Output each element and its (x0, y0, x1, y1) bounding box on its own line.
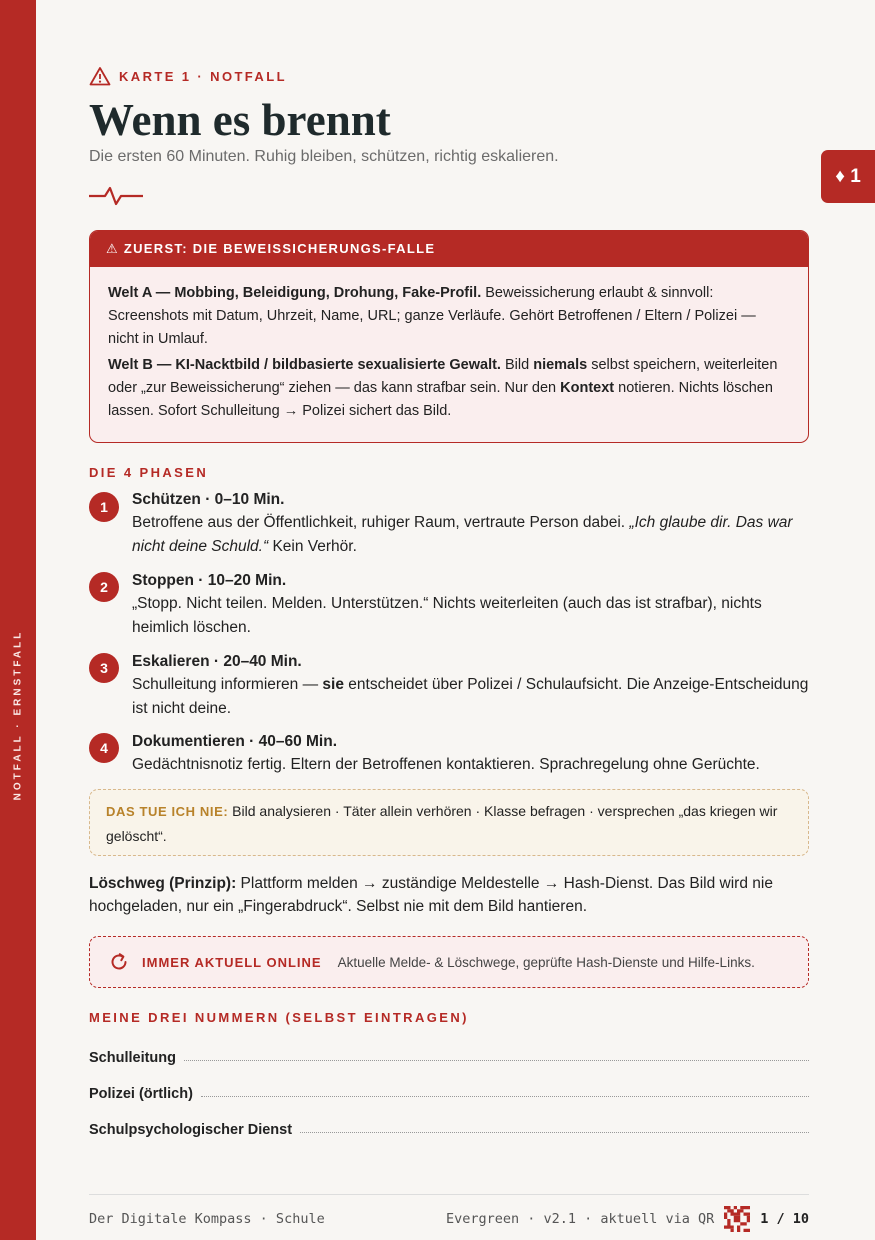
phase-item (89, 489, 809, 559)
page-title: Wenn es brennt (89, 95, 391, 145)
world-a (108, 282, 790, 351)
number-entry-line[interactable] (89, 1122, 809, 1138)
pulse-icon (89, 184, 143, 208)
phase-text: „Stopp. Nicht teilen. Melden. Unterstützen.“ Nichts weiterleiten (auch das ist strafbar), nichts heimlich löschen. (132, 595, 762, 636)
warning-icon (89, 66, 111, 86)
refresh-icon (108, 951, 130, 973)
world-b-text: notieren. Nichts löschen lassen. Sofort Schulleitung → Polizei sichert das Bild. (108, 380, 773, 419)
alert-body (90, 267, 808, 423)
phase-title: Dokumentieren · 40–60 Min. (132, 733, 338, 750)
world-a-title: Welt A — Mobbing, Beleidigung, Drohung, Fake-Profil. (108, 285, 482, 301)
kicker (89, 66, 287, 86)
phase-number: 2 (89, 572, 119, 602)
phase-quote: „Ich glaube dir. Das war nicht deine Schuld.“ (132, 514, 793, 555)
phase-item (89, 731, 809, 777)
phase-number: 3 (89, 653, 119, 683)
phase-text: Gedächtnisnotiz fertig. Eltern der Betroffenen kontaktieren. Sprachregelung ohne Gerüchte. (132, 756, 760, 773)
number-entry-line[interactable] (89, 1050, 809, 1066)
phase-text: Schulleitung informieren — (132, 676, 323, 693)
world-b-text: selbst speichern, weiterleiten oder „zur Beweissicherung“ ziehen — das kann strafbar sein. Nur den (108, 357, 778, 396)
footer-publication: Der Digitale Kompass · Schule (89, 1211, 325, 1227)
phase-item (89, 570, 809, 640)
numbers-label: MEINE DREI NUMMERN (SELBST EINTRAGEN) (89, 1010, 469, 1025)
number-entry-field[interactable] (201, 1096, 809, 1097)
number-entry-field[interactable] (184, 1060, 809, 1061)
world-a-text: Beweissicherung erlaubt & sinnvoll: Screenshots mit Datum, Uhrzeit, Name, URL; ganze Verläufe. Gehört Betroffenen / Eltern / Polizei — nicht in Umlauf. (108, 285, 756, 347)
footer-divider (89, 1194, 809, 1195)
number-entry-label: Schulleitung (89, 1050, 176, 1066)
deletion-label: Löschweg (Prinzip): (89, 875, 237, 892)
online-label: IMMER AKTUELL ONLINE (142, 954, 322, 970)
world-b-emphasis: Kontext (560, 380, 615, 396)
footer-version: Evergreen · v2.1 · aktuell via QR (446, 1211, 715, 1227)
number-entry-line[interactable] (89, 1086, 809, 1102)
evidence-alert-box (89, 230, 809, 443)
world-b (108, 354, 790, 423)
number-entry-label: Polizei (örtlich) (89, 1086, 193, 1102)
phase-number: 4 (89, 733, 119, 763)
alert-heading: ⚠ ZUERST: DIE BEWEISSICHERUNGS-FALLE (90, 231, 808, 267)
phase-text: entscheidet über Polizei / Schulaufsicht. Die Anzeige-Entscheidung ist nicht deine. (132, 676, 809, 717)
never-do-box (89, 789, 809, 856)
card-tab[interactable]: ♦ 1 (821, 150, 875, 203)
page-number: 1 / 10 (760, 1211, 809, 1227)
world-b-emphasis: niemals (533, 357, 588, 373)
phases-label: DIE 4 PHASEN (89, 465, 209, 480)
phase-number: 1 (89, 492, 119, 522)
qr-code-icon[interactable] (724, 1206, 750, 1232)
phase-text: Betroffene aus der Öffentlichkeit, ruhiger Raum, vertraute Person dabei. (132, 514, 630, 531)
never-text: Bild analysieren · Täter allein verhören · Klasse befragen · versprechen „das kriegen wir gelöscht“. (106, 803, 778, 844)
phase-title: Eskalieren · 20–40 Min. (132, 653, 302, 670)
never-label: DAS TUE ICH NIE: (106, 804, 229, 819)
online-update-box[interactable] (89, 936, 809, 988)
phase-text: Kein Verhör. (268, 538, 357, 555)
phase-item (89, 651, 809, 721)
online-text: Aktuelle Melde- & Löschwege, geprüfte Hash-Dienste und Hilfe-Links. (337, 954, 755, 970)
world-b-title: Welt B — KI-Nacktbild / bildbasierte sexualisierte Gewalt. (108, 357, 501, 373)
kicker-text: KARTE 1 · NOTFALL (119, 68, 287, 84)
footer (89, 1206, 809, 1232)
side-band (0, 0, 36, 1240)
number-entry-label: Schulpsychologischer Dienst (89, 1122, 293, 1138)
page-subtitle: Die ersten 60 Minuten. Ruhig bleiben, schützen, richtig eskalieren. (89, 148, 559, 165)
number-entry-field[interactable] (300, 1132, 809, 1133)
deletion-path (89, 872, 809, 918)
world-b-text: Bild (500, 357, 534, 373)
deletion-text: Plattform melden → zuständige Meldestelle → Hash-Dienst. Das Bild wird nie hochgeladen, nur ein „Fingerabdruck“. Selbst nie mit dem Bild hantieren. (89, 875, 773, 915)
phase-emphasis: sie (322, 676, 344, 693)
side-label: NOTFALL · ERNSTFALL (12, 629, 24, 801)
phase-title: Stoppen · 10–20 Min. (132, 572, 287, 589)
phase-title: Schützen · 0–10 Min. (132, 491, 285, 508)
